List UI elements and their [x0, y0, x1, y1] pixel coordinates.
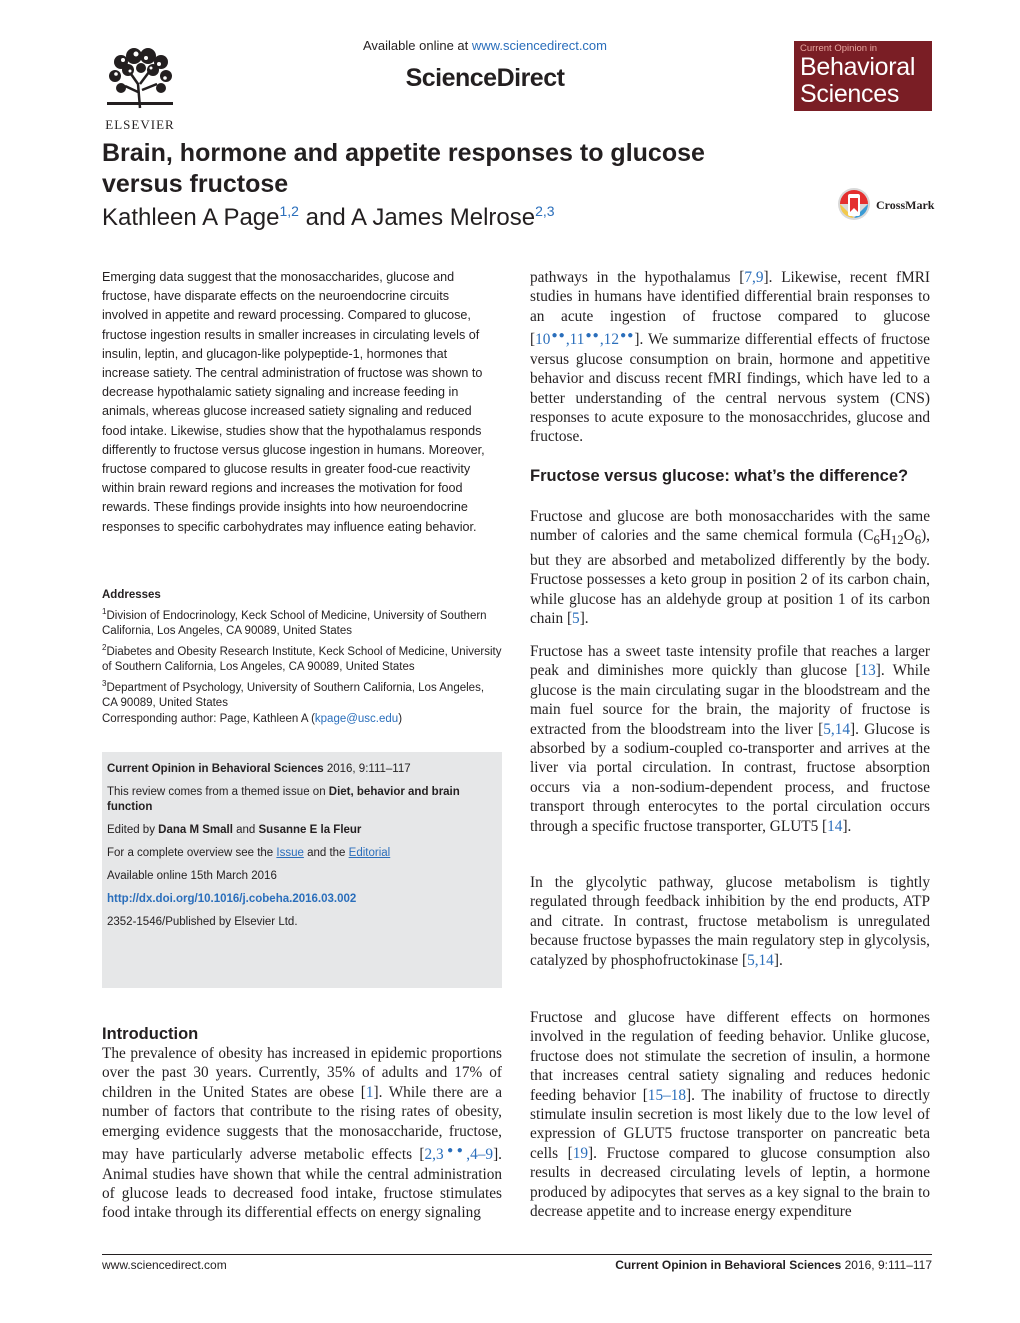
editorial-link[interactable]: Editorial — [348, 847, 391, 859]
body-paragraph: Fructose and glucose have different effects on hormones involved in the regulation of feeding behavior. Unlike glucose, fructose does not stimulate the secretion of insulin, a hormone that increases central satiety signaling and reduces hedonic feeding behavior [15–18]. The inability of fructose to directly stimulate insulin secretion is most likely due to the low level of expression of GLUT5 fructose transporter on pancreatic beta cells [19]. Fructose compared to glucose consumption also results in decreased circulating levels of leptin, a hormone produced by adipocytes that serves as a key signal to the brain to decrease appetite and to increase energy expenditure — [530, 1009, 930, 1221]
addresses — [102, 588, 502, 712]
publisher-name: ELSEVIER — [105, 117, 175, 132]
sciencedirect-link[interactable]: www.sciencedirect.com — [471, 38, 607, 53]
citation-link[interactable]: 14 — [827, 817, 843, 835]
body-paragraph: Fructose and glucose are both monosaccharides with the same number of calories and the same chemical formula $(C_6H_{12}O_6)$, but they are absorbed and metabolized differently by the body. Fructose possesses a keto group in position 2 of its carbon chain, while glucose has an aldehyde group at position 1 of its carbon chain [5]. — [530, 508, 930, 628]
issue-link[interactable]: Issue — [276, 847, 304, 859]
addresses-heading: Addresses — [102, 589, 161, 601]
available-date: Available online 15th March 2016 — [107, 870, 277, 882]
body-paragraph: In the glycolytic pathway, glucose metabolism is tightly regulated through feedback inhibition by the end products, ATP and citrate. In contrast, fructose metabolism is unregulated because fructose bypasses the main regulatory step in glycolysis, catalyzed by phosphofructokinase [5,14]. — [530, 874, 930, 969]
author-affiliation-ref[interactable]: 2,3 — [535, 203, 555, 219]
citation-link[interactable]: 15–18 — [647, 1086, 687, 1104]
author-name: Kathleen A Page — [102, 204, 280, 231]
section-heading: Fructose versus glucose: what’s the difference? — [530, 467, 909, 485]
citation-link[interactable]: 5,14 — [823, 720, 851, 738]
journal-logo: Current Opinion in Behavioral Sciences — [794, 41, 932, 111]
issn: 2352-1546/Published by Elsevier Ltd. — [107, 916, 298, 928]
introduction-paragraph: The prevalence of obesity has increased in epidemic proportions over the past 30 years. Currently, 35% of adults and 17% of children in the United States are obese [1]. While there are a number of factors that contribute to the rising rates of obesity, emerging evidence suggests that the monosaccharide, fructose, may have particularly adverse metabolic effects [2,3●●,4–9]. Animal studies have shown that while the central administration of glucose leads to decreased food intake, fructose stimulates food intake through its differential effects on energy signaling — [102, 1045, 502, 1222]
author-name: and A James Melrose — [298, 204, 536, 231]
citation-link[interactable]: 13 — [860, 662, 876, 680]
email-link[interactable]: kpage@usc.edu — [314, 713, 399, 725]
crossmark-icon — [836, 186, 872, 222]
citation-link[interactable]: 5 — [572, 610, 580, 628]
author-list — [102, 196, 802, 233]
footer-url[interactable]: www.sciencedirect.com — [102, 1258, 227, 1272]
citation-link[interactable]: ,11 — [565, 331, 585, 349]
address-item: $^2$Diabetes and Obesity Research Institute, Keck School of Medicine, University of Southern California, Los Angeles, CA 90089, United States — [102, 642, 502, 674]
body-paragraph: pathways in the hypothalamus [7,9]. Likewise, recent fMRI studies in humans have identified differential brain responses to an acute ingestion of fructose compared to glucose [10●●,11●●,12●●]. We summarize differential effects of fructose versus glucose consumption on brain, hormone and appetitive behavior and discuss recent fMRI findings, which have led to a better understanding of the central nervous system (CNS) responses to acute exposure to the monosacchrides, glucose and fructose. — [530, 269, 931, 446]
citation-link[interactable]: 7,9 — [744, 269, 764, 286]
corresponding-author: Corresponding author: Page, Kathleen A (kpage@usc.edu) — [102, 713, 403, 725]
citation-link[interactable]: ,12 — [599, 331, 619, 349]
address-item: $^3$Department of Psychology, University of Southern California, Los Angeles, CA 90089, United States — [102, 678, 485, 710]
author-affiliation-ref[interactable]: 1,2 — [279, 203, 299, 219]
citation-link[interactable]: ,4–9 — [466, 1146, 494, 1164]
address-item: $^1$Division of Endocrinology, Keck School of Medicine, University of Southern California, Los Angeles, CA 90089, United States — [102, 606, 487, 638]
doi-link[interactable]: http://dx.doi.org/10.1016/j.cobeha.2016.03.002 — [107, 893, 357, 905]
citation-link[interactable]: 1 — [365, 1083, 374, 1101]
body-paragraph: Fructose has a sweet taste intensity profile that reaches a larger peak and diminishes more quickly than glucose [13]. While glucose is the main circulating sugar in the bloodstream and the main fuel source for the brain, the majority of fructose is extracted from the bloodstream into the liver [5,14]. Glucose is absorbed by a sodium-coupled co-transporter and arrives at the liver via portal circulation. In contrast, fructose absorption occurs via a non-sodium-dependent process, and fructose transport through enterocytes to the portal circulation occurs through a specific fructose transporter, GLUT5 [14]. — [530, 643, 930, 835]
citation-link[interactable]: 5,14 — [747, 951, 774, 969]
crossmark-badge[interactable]: CrossMark — [836, 186, 936, 222]
citation-link[interactable]: 2,3 — [424, 1146, 444, 1164]
footer-citation: Current Opinion in Behavioral Sciences 2016, 9:111–117 — [615, 1258, 932, 1272]
abstract: Emerging data suggest that the monosaccharides, glucose and fructose, have disparate effects on the neuroendocrine circuits involved in appetite and reward processing. Compared to glucose, fructose ingestion results in smaller increases in circulating levels of insulin, leptin, and glucagon-like polypeptide-1, hormones that increase satiety. The central administration of fructose was shown to decrease hypothalamic satiety signaling and increase feeding in animals, whereas glucose increased satiety signaling and reduced food intake. Likewise, studies show that the hypothalamus responds differently to fructose versus glucose ingestion in humans. Moreover, fructose compared to glucose results in greater food-cue reactivity within brain reward regions and increases the motivation for food rewards. These findings provide insights into how neuroendocrine responses to specific carbohydrates may influence eating behavior. — [102, 270, 485, 534]
theme-name: Diet, behavior and brain function — [107, 786, 460, 813]
journal-name: Current Opinion in Behavioral Sciences — [107, 763, 324, 775]
citation-link[interactable]: 10 — [535, 331, 551, 349]
platform-name: ScienceDirect — [405, 64, 565, 92]
article-info-box: Current Opinion in Behavioral Sciences 2016, 9:111–117 This review comes from a themed issue on Diet, behavior and brain function Edited by Dana M Small and Susanne E la Fleur For a complete overview see the Issue and the Editorial Available online 15th March 2016 http://dx.doi.org/10.1016/j.cobeha.2016.03.002 2352-1546/Published by Elsevier Ltd. — [102, 752, 502, 988]
article-title: Brain, hormone and appetite responses to glucose versus fructose — [102, 139, 705, 198]
introduction-heading: Introduction — [102, 1025, 199, 1043]
footer-divider — [102, 1254, 932, 1255]
available-online: Available online at www.sciencedirect.com — [362, 38, 607, 53]
citation-link[interactable]: 19 — [572, 1144, 589, 1162]
